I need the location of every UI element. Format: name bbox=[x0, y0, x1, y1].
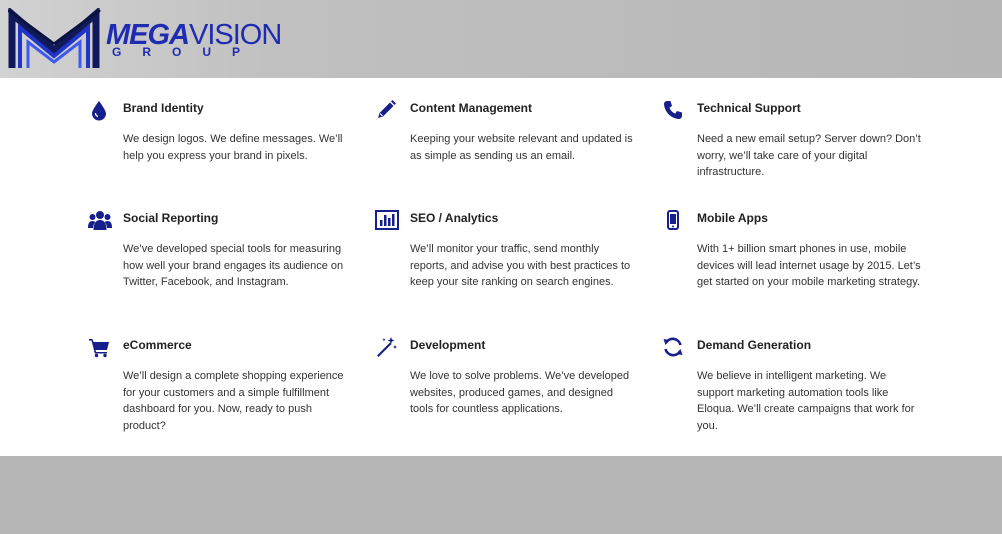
logo-word-vision: VISION bbox=[189, 19, 282, 51]
feature-title: eCommerce bbox=[123, 338, 192, 352]
users-icon bbox=[88, 209, 112, 231]
logo-tagline: GROUP bbox=[112, 45, 262, 59]
services-panel bbox=[0, 78, 1002, 456]
feature-description: We love to solve problems. We’ve developed websites, produced games, and designed tools for countless applications. bbox=[410, 370, 630, 416]
magic-wand-icon bbox=[375, 336, 397, 358]
refresh-icon bbox=[662, 336, 684, 358]
feature-title: Brand Identity bbox=[123, 101, 204, 115]
feature-description: We believe in intelligent marketing. We support marketing automation tools like Eloqua. We’ll create campaigns that work for you. bbox=[697, 370, 915, 432]
site-header bbox=[0, 0, 1002, 78]
feature-title: Mobile Apps bbox=[697, 211, 768, 225]
feature-description: Need a new email setup? Server down? Don’t worry, we’ll take care of your digital infrastructure. bbox=[697, 133, 921, 179]
feature-title: SEO / Analytics bbox=[410, 211, 499, 225]
feature-title: Technical Support bbox=[697, 101, 801, 115]
page-footer-area bbox=[0, 456, 1002, 534]
drop-icon bbox=[88, 99, 110, 121]
pencil-icon bbox=[375, 99, 397, 121]
cart-icon bbox=[88, 336, 110, 358]
megavision-logo[interactable] bbox=[8, 8, 282, 72]
feature-title: Social Reporting bbox=[123, 211, 219, 225]
feature-description: Keeping your website relevant and updated is as simple as sending us an email. bbox=[410, 133, 633, 162]
feature-description: We design logos. We define messages. We’ll help you express your brand in pixels. bbox=[123, 133, 343, 162]
feature-description: We’ve developed special tools for measuring how well your brand engages its audience on Twitter, Facebook, and Instagram. bbox=[123, 243, 344, 289]
feature-title: Demand Generation bbox=[697, 338, 812, 352]
bar-chart-icon bbox=[375, 209, 399, 231]
feature-description: With 1+ billion smart phones in use, mobile devices will lead internet usage by 2015. Let’s get started on your mobile marketing strategy. bbox=[697, 243, 921, 289]
feature-description: We’ll design a complete shopping experience for your customers and a simple fulfillment dashboard for you. Now, ready to push product? bbox=[123, 370, 344, 432]
feature-description: We’ll monitor your traffic, send monthly reports, and advise you with best practices to keep your site ranking on search engines. bbox=[410, 243, 631, 289]
mobile-icon bbox=[662, 209, 684, 231]
logo-word-mega: MEGA bbox=[106, 19, 189, 51]
logo-m-mark bbox=[8, 8, 104, 72]
feature-title: Development bbox=[410, 338, 486, 352]
phone-icon bbox=[662, 99, 684, 121]
feature-title: Content Management bbox=[410, 101, 533, 115]
